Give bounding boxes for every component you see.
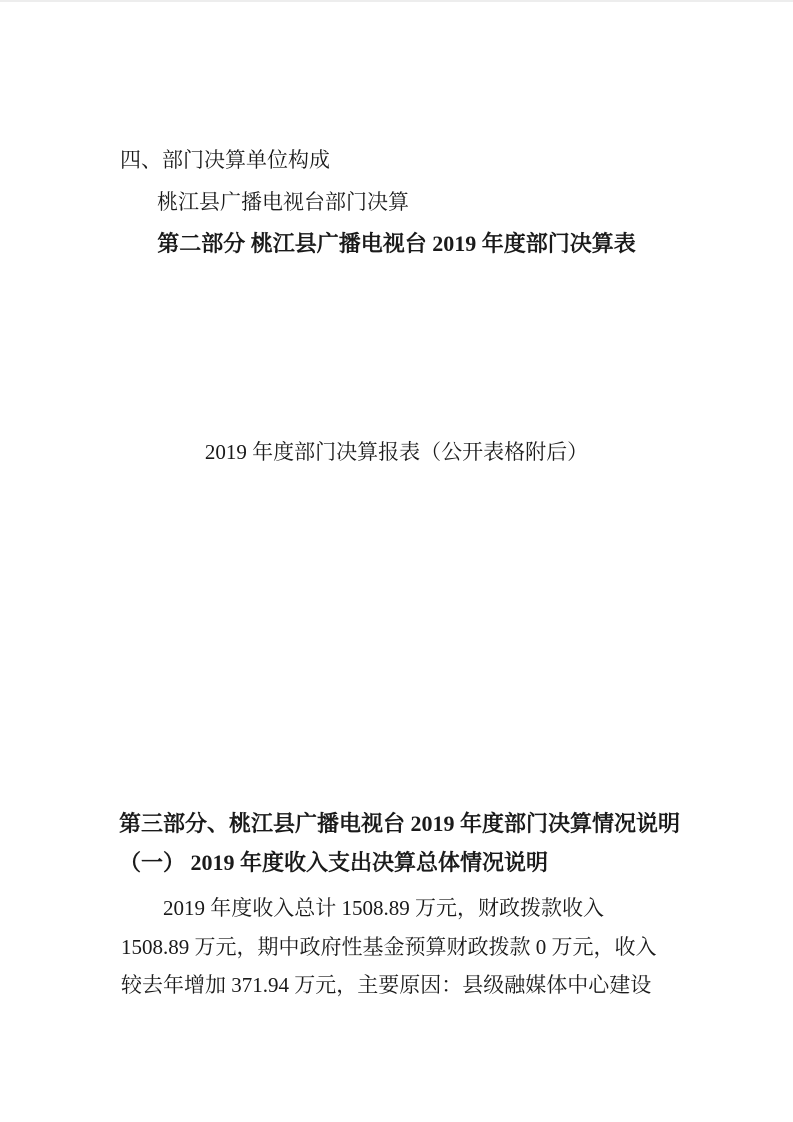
section-heading-unit-composition: 四、部门决算单位构成	[120, 148, 330, 172]
part3-section1-heading: （一） 2019 年度收入支出决算总体情况说明	[119, 850, 549, 875]
part2-heading: 第二部分 桃江县广播电视台 2019 年度部门决算表	[157, 231, 636, 256]
part3-heading: 第三部分、桃江县广播电视台 2019 年度部门决算情况说明	[119, 811, 681, 836]
page-top-border	[0, 0, 793, 2]
report-title: 2019 年度部门决算报表（公开表格附后）	[204, 440, 589, 464]
paragraph-line-1: 2019 年度收入总计 1508.89 万元，财政拨款收入	[163, 896, 604, 920]
paragraph-line-3: 较去年增加 371.94 万元，主要原因：县级融媒体中心建设	[121, 973, 652, 997]
paragraph-line-2: 1508.89 万元，期中政府性基金预算财政拨款 0 万元，收入	[121, 935, 657, 959]
intro-unit-name-line: 桃江县广播电视台部门决算	[157, 190, 409, 214]
